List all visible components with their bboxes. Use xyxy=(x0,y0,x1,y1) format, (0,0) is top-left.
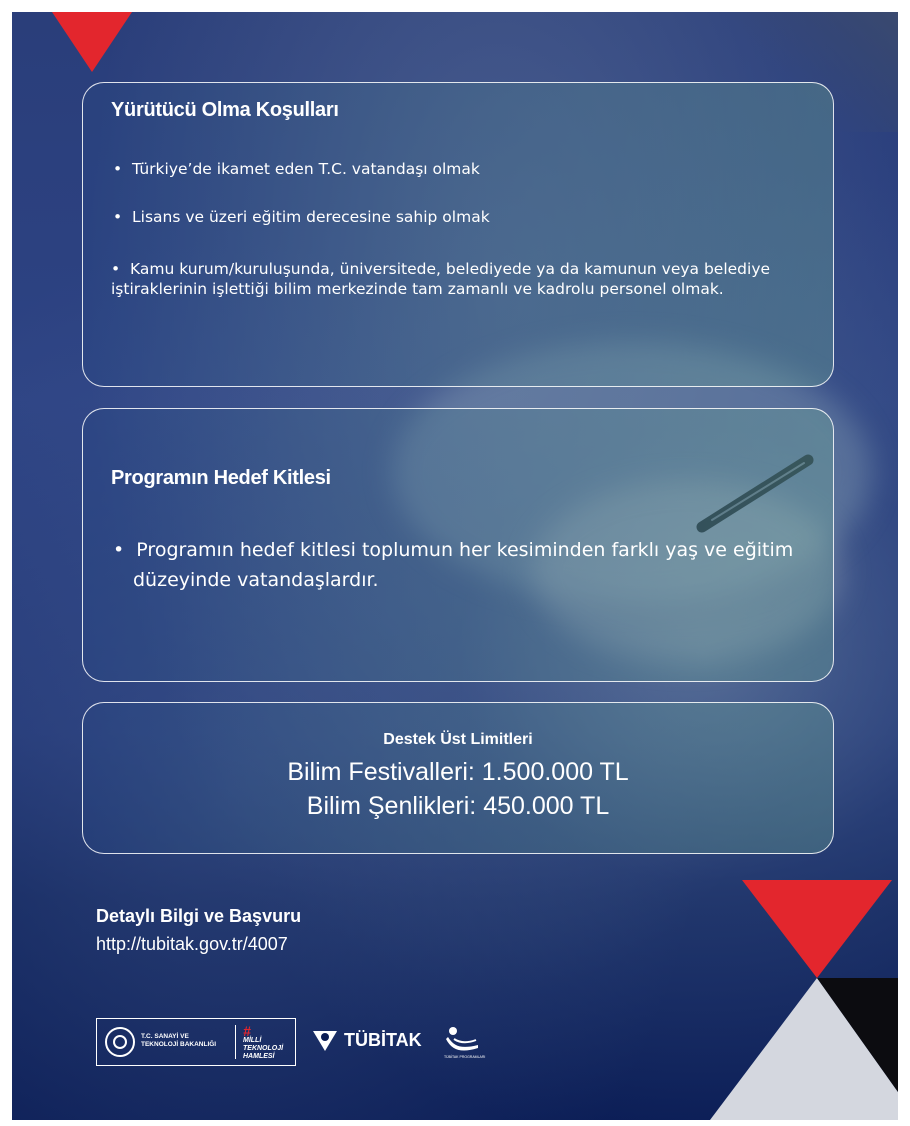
ministry-line-2: TEKNOLOJİ BAKANLIĞI xyxy=(141,1041,217,1048)
corner-triangles xyxy=(12,12,898,1120)
red-triangle xyxy=(742,880,892,978)
info-url-link[interactable]: http://tubitak.gov.tr/4007 xyxy=(96,934,288,954)
programs-caption: TÜBİTAK PROGRAMLARI xyxy=(444,1055,486,1059)
support-limits-title: Destek Üst Limitleri xyxy=(383,731,533,748)
mtk-line-1: MİLLİ xyxy=(243,1037,262,1044)
bullet-dot: • xyxy=(113,539,137,561)
info-heading: Detaylı Bilgi ve Başvuru xyxy=(96,906,302,926)
mtk-line-2: TEKNOLOJİ xyxy=(243,1045,284,1052)
bullet-text: Türkiye’de ikamet eden T.C. vatandaşı olmak xyxy=(132,160,480,178)
fair-limit: Bilim Şenlikleri: 450.000 TL xyxy=(306,792,610,820)
target-audience-title: Programın Hedef Kitlesi xyxy=(111,467,331,489)
bullet-text: Lisans ve üzeri eğitim derecesine sahip olmak xyxy=(132,208,490,226)
mtk-line-3: HAMLESİ xyxy=(243,1053,275,1060)
ministry-line-1: T.C. SANAYİ VE xyxy=(141,1033,189,1040)
eligibility-title: Yürütücü Olma Koşulları xyxy=(111,99,339,121)
bullet-dot: • xyxy=(113,160,132,178)
poster-canvas xyxy=(12,12,898,1120)
festival-limit: Bilim Festivalleri: 1.500.000 TL xyxy=(287,758,629,786)
bullet-text: Programın hedef kitlesi toplumun her kesiminden farklı yaş ve eğitim düzeyinde vatandaşlardır. xyxy=(133,539,794,591)
bullet-dot: • xyxy=(113,208,132,226)
tubitak-wordmark: TÜBİTAK xyxy=(344,1029,422,1050)
hashtag-icon: # xyxy=(243,1023,251,1039)
bullet-text: Kamu kurum/kuruluşunda, üniversitede, belediyede ya da kamunun veya belediye iştiraklerinin işlettiği bilim merkezinde tam zamanlı ve kadrolu personel olmak. xyxy=(111,260,771,298)
bullet-dot: • xyxy=(111,260,130,278)
